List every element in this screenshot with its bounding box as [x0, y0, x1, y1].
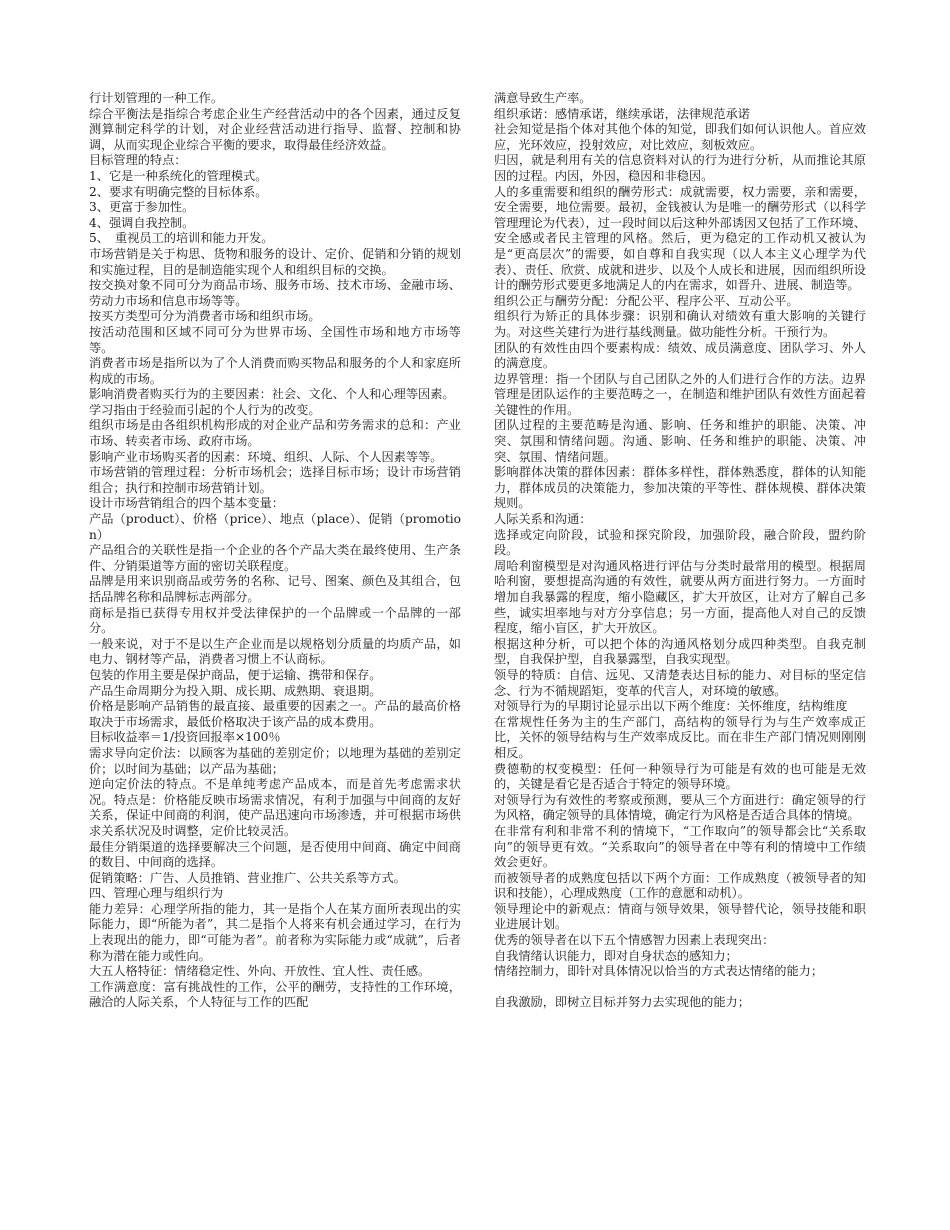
- text-paragraph: 影响群体决策的群体因素：群体多样性，群体熟悉度，群体的认知能力，群体成员的决策能力，参加决策的平等性、群体规模、群体决策规则。: [494, 465, 866, 511]
- text-paragraph: 自我情绪认识能力，即对自身状态的感知力；: [494, 948, 738, 963]
- text-paragraph: 逆向定价法的特点。不是单纯考虑产品成本，而是首先考虑需求状况。特点是：价格能反映市场需求情况，有利于加强与中间商的友好关系，保证中间商的利润，使产品迅速向市场渗透，并可根据市场供求关系状况及时调整，定价比较灵活。: [89, 777, 461, 838]
- text-paragraph: 满意导致生产率。: [494, 91, 592, 105]
- text-paragraph: 自我激励，即树立目标并努力去实现他的能力；: [494, 995, 750, 1010]
- text-paragraph: 四、管理心理与组织行为: [89, 886, 224, 901]
- text-paragraph: 情绪控制力，即针对具体情况以恰当的方式表达情绪的能力；: [494, 964, 824, 979]
- text-paragraph: 品牌是用来识别商品或劳务的名称、记号、图案、颜色及其组合，包括品牌名称和品牌标志两部分。: [89, 574, 461, 604]
- text-paragraph: 消费者市场是指所以为了个人消费而购买物品和服务的个人和家庭所构成的市场。: [89, 356, 461, 386]
- text-paragraph: 组织承诺：感情承诺，继续承诺，法律规范承诺: [494, 106, 750, 121]
- text-paragraph: 3、更富于参加性。: [89, 200, 195, 215]
- text-paragraph: 根据这种分析，可以把个体的沟通风格划分成四种类型。自我克制型，自我保护型，自我暴露型，自我实现型。: [494, 636, 866, 667]
- text-paragraph: 组织行为矫正的具体步骤：识别和确认对绩效有重大影响的关键行为。对这些关建行为进行基线测量。做功能性分析。干预行为。: [494, 309, 866, 339]
- text-paragraph: 组织市场是由各组织机构形成的对企业产品和劳务需求的总和：产业市场、转卖者市场、政府市场。: [89, 418, 461, 449]
- text-paragraph: 按买方类型可分为消费者市场和组织市场。: [89, 309, 321, 324]
- text-paragraph: 目标收益率＝1/投资回报率×100％: [89, 730, 281, 745]
- text-paragraph: [494, 980, 866, 996]
- text-paragraph: 大五人格特征：情绪稳定性、外向、开放性、宜人性、责任感。: [89, 964, 431, 979]
- text-paragraph: 行计划管理的一种工作。: [89, 91, 224, 105]
- text-paragraph: 综合平衡法是指综合考虑企业生产经营活动中的各个因素，通过反复测算制定科学的计划，对企业经营活动进行指导、监督、控制和协调，从而实现企业综合平衡的要求，取得最佳经济效益。: [89, 106, 461, 152]
- text-paragraph: 学习指由于经验而引起的个人行为的改变。: [89, 402, 321, 417]
- text-paragraph: 影响消费者购买行为的主要因素：社会、文化、个人和心理等因素。: [89, 387, 455, 402]
- text-paragraph: 设计市场营销组合的四个基本变量：: [89, 496, 284, 511]
- text-paragraph: 1、它是一种系统化的管理模式。: [89, 168, 268, 183]
- text-paragraph: 需求导向定价法：以顾客为基础的差别定价；以地理为基础的差别定价；以时间为基础；以产品为基础；: [89, 745, 461, 776]
- text-paragraph: 2、要求有明确完整的目标体系。: [89, 184, 268, 199]
- text-paragraph: 归因，就是利用有关的信息资料对认的行为进行分析，从而推论其原因的过程。内因，外因，稳因和非稳因。: [494, 153, 866, 183]
- text-paragraph: 商标是指已获得专用权并受法律保护的一个品牌或一个品牌的一部分。: [89, 605, 461, 636]
- text-paragraph: 领导理论中的新观点：情商与领导效果，领导替代论，领导技能和职业进展计划。: [494, 901, 866, 932]
- text-paragraph: 优秀的领导者在以下五个情感智力因素上表现突出：: [494, 933, 775, 948]
- text-paragraph: 社会知觉是指个体对其他个体的知觉，即我们如何认识他人。首应效应，光环效应，投射效应，对比效应，刻板效应。: [494, 122, 866, 152]
- text-paragraph: 包装的作用主要是保护商品，便于运输、携带和保存。: [89, 667, 382, 682]
- text-paragraph: 工作满意度：富有挑战性的工作，公平的酬劳，支持性的工作环境，融洽的人际关系，个人特征与工作的匹配: [89, 979, 461, 1010]
- text-paragraph: 最佳分销渠道的选择要解决三个问题，是否使用中间商、确定中间商的数目、中间商的选择。: [89, 839, 461, 870]
- text-paragraph: 促销策略：广告、人员推销、营业推广、公共关系等方式。: [89, 870, 406, 885]
- text-paragraph: 能力差异：心理学所指的能力，其一是指个人在某方面所表现出的实际能力，即“所能为者”，其二是指个人将来有机会通过学习，在行为上表现出的能力，即“可能为者”。前者称为实际能力或“成就”，后者称为潜在能力或性向。: [89, 901, 461, 963]
- text-paragraph: 组织公正与酬劳分配：分配公平、程序公平、互动公平。: [494, 293, 799, 308]
- text-paragraph: 团队的有效性由四个要素构成：绩效、成员满意度、团队学习、外人的满意度。: [494, 340, 866, 371]
- text-paragraph: 影响产业市场购买者的因素：环境、组织、人际、个人因素等等。: [89, 449, 443, 464]
- left-text-column: [89, 91, 461, 1011]
- text-paragraph: 产品生命周期分为投入期、成长期、成熟期、衰退期。: [89, 683, 382, 698]
- text-paragraph: 对领导行为的早期讨论显示出以下两个维度：关怀维度，结构维度: [494, 699, 848, 714]
- text-paragraph: 产品组合的关联性是指一个企业的各个产品大类在最终使用、生产条件、分销渠道等方面的密切关联程度。: [89, 543, 461, 573]
- text-paragraph: 对领导行为有效性的考察或预测，要从三个方面进行：确定领导的行为风格，确定领导的具体情境，确定行为风格是否适合具体的情境。: [494, 792, 866, 823]
- text-paragraph: 一般来说，对于不是以生产企业而是以规格划分质量的均质产品，如电力、钢材等产品，消费者习惯上不认商标。: [89, 636, 461, 667]
- text-paragraph: 边界管理：指一个团队与自己团队之外的人们进行合作的方法。边界管理是团队运作的主要范畴之一，在制造和维护团队有效性方面起着关键性的作用。: [494, 371, 866, 417]
- text-paragraph: 5、 重视员工的培训和能力开发。: [89, 231, 274, 246]
- text-paragraph: 领导的特质：自信、远见、又清楚表达目标的能力、对目标的坚定信念、行为不循规蹈矩，变革的代言人，对环境的敏感。: [494, 667, 866, 698]
- text-paragraph: 在非常有利和非常不利的情境下，“工作取向”的领导都会比“关系取向”的领导更有效。“关系取向”的领导者在中等有利的情境中工作绩效会更好。: [494, 823, 866, 870]
- text-paragraph: 市场营销的管理过程：分析市场机会；选择目标市场；设计市场营销组合；执行和控制市场营销计划。: [89, 465, 461, 495]
- text-paragraph: 目标管理的特点：: [89, 153, 187, 168]
- text-paragraph: 而被领导者的成熟度包括以下两个方面：工作成熟度（被领导者的知识和技能），心理成熟度（工作的意愿和动机）。: [494, 870, 866, 901]
- text-paragraph: 产品（product）、价格（price）、地点（place）、促销（promotion）: [89, 512, 461, 542]
- text-paragraph: 市场营销是关于构思、货物和服务的设计、定价、促销和分销的规划和实施过程，目的是制造能实现个人和组织目标的交换。: [89, 246, 461, 277]
- text-paragraph: 人的多重需要和组织的酬劳形式：成就需要，权力需要，亲和需要，安全需要，地位需要。最初，金钱被认为是唯一的酬劳形式（以科学管理理论为代表），过一段时间以后这种外部诱因又包括了工作环境、安全感或者民主管理的风格。然后，更为稳定的工作动机又被认为是“更高层次”的需要，如自尊和自我实现（以人本主义心理学为代表）、责任、欣赏、成就和进步、以及个人成长和进展，因而组织所设计的酬劳形式要更多地满足人的内在需求，如晋升、进展、制造等。: [494, 184, 866, 293]
- right-text-column: [494, 91, 866, 1011]
- text-paragraph: 团队过程的主要范畴是沟通、影响、任务和维护的职能、决策、冲突、氛围和情绪问题。沟通、影响、任务和维护的职能、决策、冲突、氛围、情绪问题。: [494, 418, 866, 464]
- text-paragraph: 周哈利窗模型是对沟通风格进行评估与分类时最常用的模型。根据周哈利窗，要想提高沟通的有效性，就要从两方面进行努力。一方面时增加自我暴露的程度，缩小隐藏区，扩大开放区，让对方了解自己多些，诚实坦率地与对方分享信息；另一方面，提高他人对自己的反馈程度，缩小盲区，扩大开放区。: [494, 558, 866, 636]
- text-paragraph: 人际关系和沟通：: [494, 512, 592, 527]
- text-paragraph: 价格是影响产品销售的最直接、最重要的因素之一。产品的最高价格取决于市场需求，最低价格取决于该产品的成本费用。: [89, 699, 461, 729]
- text-paragraph: 在常规性任务为主的生产部门，高结构的领导行为与生产效率成正比，关怀的领导结构与生产效率成反比。而在非生产部门情况则刚刚相反。: [494, 714, 866, 760]
- text-paragraph: 4、强调自我控制。: [89, 215, 195, 230]
- text-paragraph: 按活动范围和区域不同可分为世界市场、全国性市场和地方市场等等。: [89, 324, 461, 355]
- text-paragraph: 选择或定向阶段，试验和探究阶段，加强阶段，融合阶段，盟约阶段。: [494, 527, 866, 558]
- text-paragraph: 按交换对象不同可分为商品市场、服务市场、技术市场、金融市场、劳动力市场和信息市场等等。: [89, 278, 461, 308]
- text-paragraph: 费德勒的权变模型：任何一种领导行为可能是有效的也可能是无效的，关键是看它是否适合于特定的领导环境。: [494, 761, 866, 792]
